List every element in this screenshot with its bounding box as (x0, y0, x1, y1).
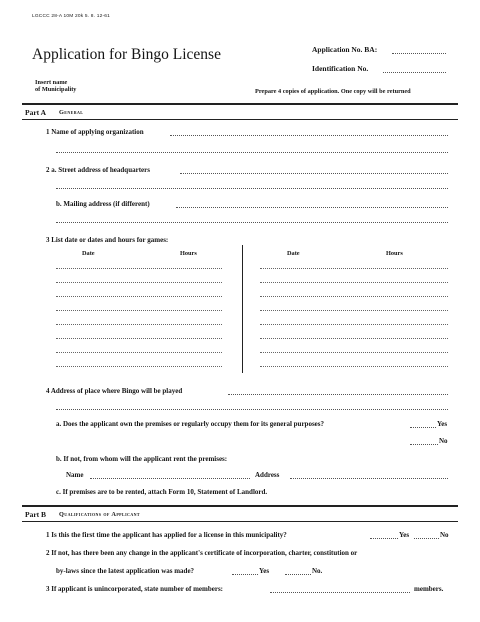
date-entry-line[interactable] (56, 352, 222, 353)
landlord-address-field[interactable] (290, 478, 448, 479)
column-hours-left: Hours (180, 250, 197, 257)
members-count-field[interactable] (270, 592, 410, 593)
street-address-field[interactable] (180, 173, 448, 174)
date-entry-line[interactable] (56, 296, 222, 297)
q2a-label: 2 a. Street address of headquarters (46, 166, 150, 174)
date-entry-line[interactable] (260, 310, 448, 311)
organization-name-field-line2[interactable] (56, 152, 448, 153)
organization-name-field[interactable] (170, 135, 448, 136)
application-no-field[interactable] (392, 53, 446, 54)
q4a-no-label: No (439, 437, 448, 445)
part-b-q1-no: No (440, 531, 449, 539)
part-b-q1-no-field[interactable] (414, 538, 439, 539)
landlord-name-field[interactable] (90, 478, 250, 479)
part-b-q1-yes: Yes (399, 531, 410, 539)
divider (22, 119, 458, 120)
insert-name-label: Insert name (35, 79, 68, 86)
address-label: Address (255, 471, 280, 479)
divider (22, 505, 458, 507)
q3-label: 3 List date or dates and hours for games: (46, 236, 169, 244)
of-municipality-label: of Municipality (35, 86, 77, 93)
bingo-address-field[interactable] (228, 394, 448, 395)
form-code: LGCCC 28-A 10M 20k 5. 8. 12-61 (32, 14, 110, 19)
part-b-q1-yes-field[interactable] (370, 538, 398, 539)
part-b-q2-line1: 2 If not, has there been any change in the applicant's certificate of incorporation, charter, constitution or (46, 549, 358, 557)
part-b-q2-no: No. (312, 567, 323, 575)
q4c-label: c. If premises are to be rented, attach Form 10, Statement of Landlord. (56, 488, 268, 496)
street-address-field-line2[interactable] (56, 188, 448, 189)
date-entry-line[interactable] (56, 366, 222, 367)
q1-label: 1 Name of applying organization (46, 128, 144, 136)
column-date-left: Date (82, 250, 95, 257)
date-entry-line[interactable] (260, 352, 448, 353)
date-entry-line[interactable] (56, 324, 222, 325)
part-b-q3-label: 3 If applicant is unincorporated, state number of members: (46, 585, 224, 593)
mailing-address-field[interactable] (176, 207, 448, 208)
q4a-yes-field[interactable] (410, 427, 436, 428)
part-b-label: Part B (25, 510, 47, 519)
name-label: Name (66, 471, 84, 479)
bingo-address-field-line2[interactable] (56, 409, 448, 410)
q4a-yes-label: Yes (437, 420, 448, 428)
date-entry-line[interactable] (260, 296, 448, 297)
part-b-q1-label: 1 Is this the first time the applicant has applied for a license in this municipality? (46, 531, 287, 539)
column-date-right: Date (287, 250, 300, 257)
q4a-label: a. Does the applicant own the premises or regularly occupy them for its general purposes? (56, 420, 324, 428)
part-b-q2-line2: by-laws since the latest application was made? (56, 567, 195, 575)
column-divider (242, 245, 243, 373)
copies-note: Prepare 4 copies of application. One copy will be returned (255, 88, 411, 95)
part-b-q2-yes: Yes (259, 567, 270, 575)
mailing-address-field-line2[interactable] (56, 222, 448, 223)
part-a-heading: General (59, 109, 84, 116)
part-b-heading: Qualifications of Applicant (59, 511, 140, 518)
date-entry-line[interactable] (56, 338, 222, 339)
part-b-q2-no-field[interactable] (285, 574, 311, 575)
part-b-q2-yes-field[interactable] (232, 574, 258, 575)
members-label: members. (414, 585, 444, 593)
page-title: Application for Bingo License (32, 46, 221, 63)
part-a-label: Part A (25, 108, 47, 117)
application-no-label: Application No. BA: (312, 45, 378, 54)
date-entry-line[interactable] (260, 366, 448, 367)
date-entry-line[interactable] (260, 282, 448, 283)
column-hours-right: Hours (386, 250, 403, 257)
identification-no-label: Identification No. (312, 64, 369, 73)
date-entry-line[interactable] (260, 338, 448, 339)
date-entry-line[interactable] (56, 268, 222, 269)
date-entry-line[interactable] (260, 268, 448, 269)
date-entry-line[interactable] (56, 282, 222, 283)
divider (22, 521, 458, 522)
q4b-label: b. If not, from whom will the applicant rent the premises: (56, 455, 228, 463)
identification-no-field[interactable] (383, 72, 446, 73)
q4a-no-field[interactable] (410, 444, 438, 445)
date-entry-line[interactable] (56, 310, 222, 311)
divider (22, 103, 458, 105)
q4-label: 4 Address of place where Bingo will be played (46, 387, 183, 395)
date-entry-line[interactable] (260, 324, 448, 325)
q2b-label: b. Mailing address (if different) (56, 200, 150, 208)
